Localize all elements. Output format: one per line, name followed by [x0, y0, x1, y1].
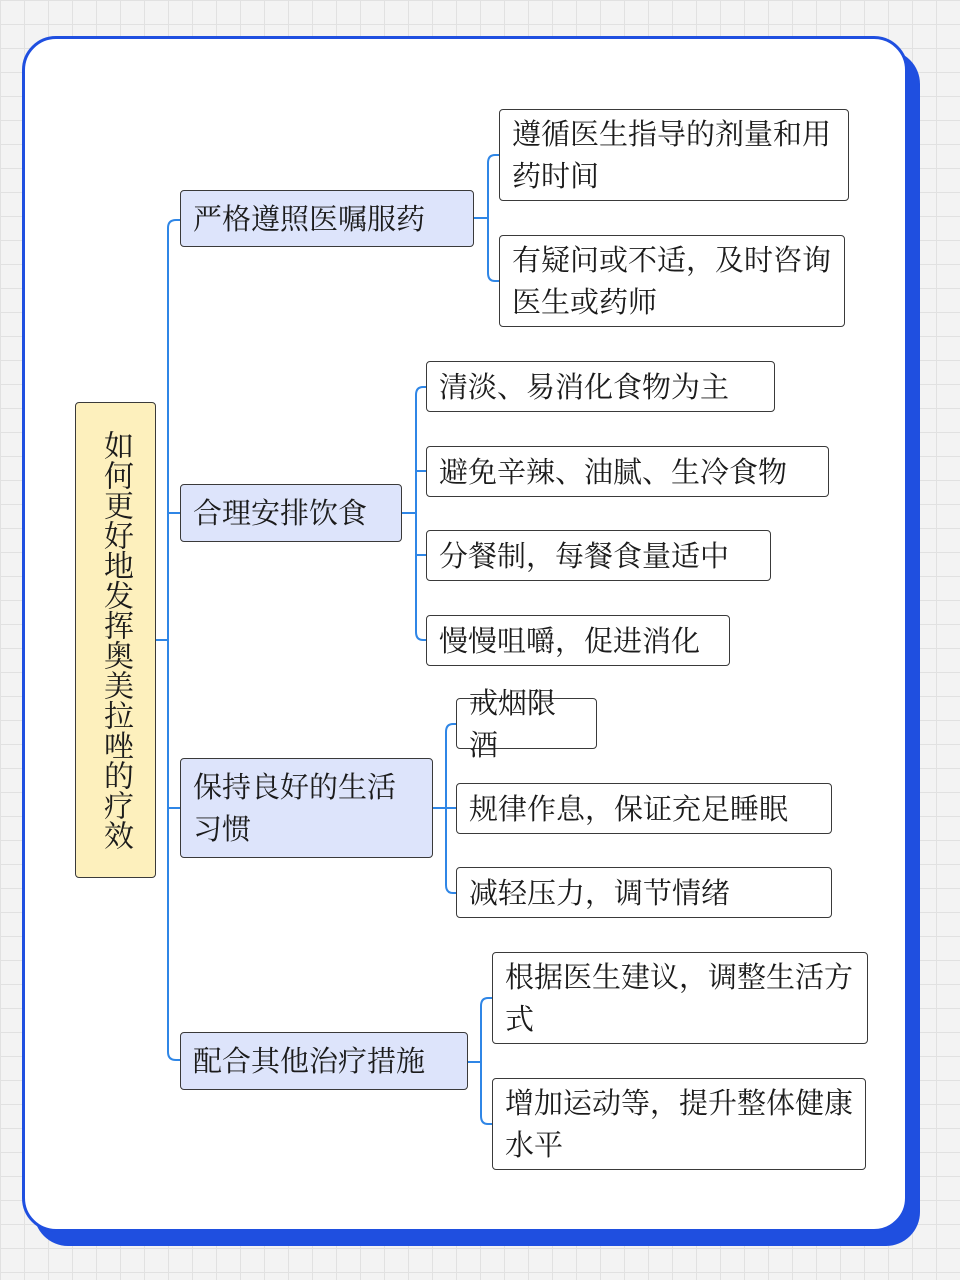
branch-arrange-diet: 合理安排饮食: [180, 484, 402, 542]
root-topic: 如何更好地发挥奥美拉唑的疗效: [75, 402, 156, 878]
leaf-consult-doctor: 有疑问或不适，及时咨询医生或药师: [499, 235, 845, 327]
leaf-avoid-spicy: 避免辛辣、油腻、生冷食物: [426, 446, 829, 497]
branch-other-treatments: 配合其他治疗措施: [180, 1032, 468, 1090]
leaf-follow-dosage: 遵循医生指导的剂量和用药时间: [499, 109, 849, 201]
branch-good-habits: 保持良好的生活习惯: [180, 758, 433, 858]
leaf-adjust-lifestyle: 根据医生建议，调整生活方式: [492, 952, 868, 1044]
leaf-regular-sleep: 规律作息，保证充足睡眠: [456, 783, 832, 834]
leaf-quit-smoking: 戒烟限酒: [456, 698, 597, 749]
branch-follow-doctor-orders: 严格遵照医嘱服药: [180, 190, 474, 247]
leaf-light-food: 清淡、易消化食物为主: [426, 361, 775, 412]
leaf-reduce-stress: 减轻压力，调节情绪: [456, 867, 832, 918]
leaf-more-exercise: 增加运动等，提升整体健康水平: [492, 1078, 866, 1170]
leaf-split-meals: 分餐制，每餐食量适中: [426, 530, 771, 581]
connector-branch-2-children: [416, 387, 427, 640]
leaf-chew-slowly: 慢慢咀嚼，促进消化: [426, 615, 730, 666]
